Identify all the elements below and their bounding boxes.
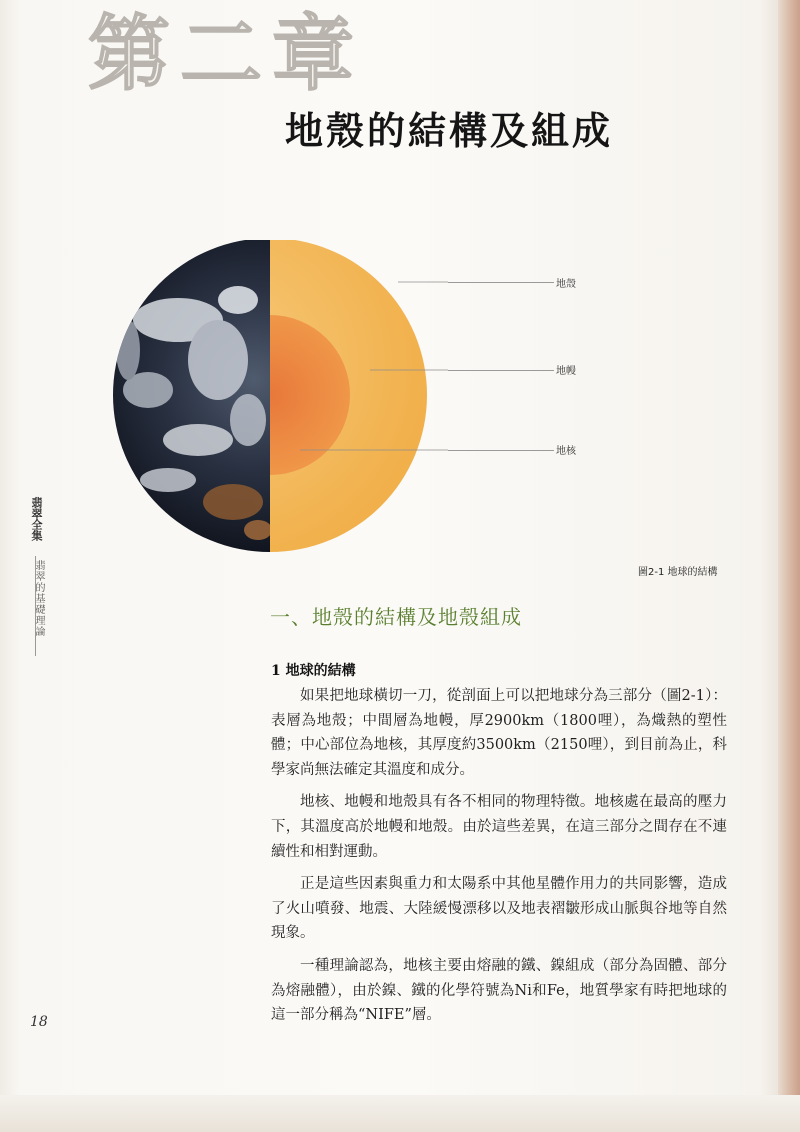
page-bottom-shadow	[0, 1095, 800, 1132]
paragraph: 一種理論認為，地核主要由熔融的鐵、鎳組成（部分為固體、部分為熔融體），由於鎳、鐵的化學符號為Ni和Fe，地質學家有時把地球的這一部分稱為“NIFE”層。	[271, 957, 727, 1024]
book-subtitle: 翡翠的基礎理論	[33, 560, 44, 637]
crust-leader-ext	[448, 282, 554, 283]
subsection-heading: 1 地球的結構	[271, 663, 356, 679]
core-leader-ext	[448, 450, 554, 451]
chapter-number: 第二章	[88, 7, 365, 102]
body-text	[271, 684, 727, 1036]
page-number: 18	[30, 1014, 48, 1030]
label-mantle: 地幔	[556, 366, 576, 377]
paragraph: 如果把地球橫切一刀，從剖面上可以把地球分為三部分（圖2-1）：表層為地殼；中間層為地幔，厚2900km（1800哩），為熾熱的塑性體；中心部位為地核，其厚度約3500km（2150哩），到目前為止，科學家尚無法確定其溫度和成分。	[271, 688, 727, 778]
paragraph: 正是這些因素與重力和太陽系中其他星體作用力的共同影響，造成了火山噴發、地震、大陸緩慢漂移以及地表褶皺形成山脈與谷地等自然現象。	[271, 876, 727, 942]
section-heading: 一、地殼的結構及地殼組成	[270, 605, 522, 629]
chapter-title: 地殼的結構及組成	[285, 109, 614, 153]
earth-cross-section	[108, 240, 448, 560]
paragraph: 地核、地幔和地殼具有各不相同的物理特徵。地核處在最高的壓力下，其溫度高於地幔和地殼。由於這些差異，在這三部分之間存在不連續性和相對運動。	[271, 794, 727, 860]
earth-structure-figure	[108, 240, 448, 560]
mantle-leader-ext	[448, 370, 554, 371]
label-crust: 地殼	[556, 279, 576, 290]
page-edge	[778, 0, 800, 1132]
figure-caption: 圖2-1 地球的結構	[638, 567, 718, 578]
label-core: 地核	[556, 446, 576, 457]
series-title: 翡翠全集	[30, 497, 43, 541]
